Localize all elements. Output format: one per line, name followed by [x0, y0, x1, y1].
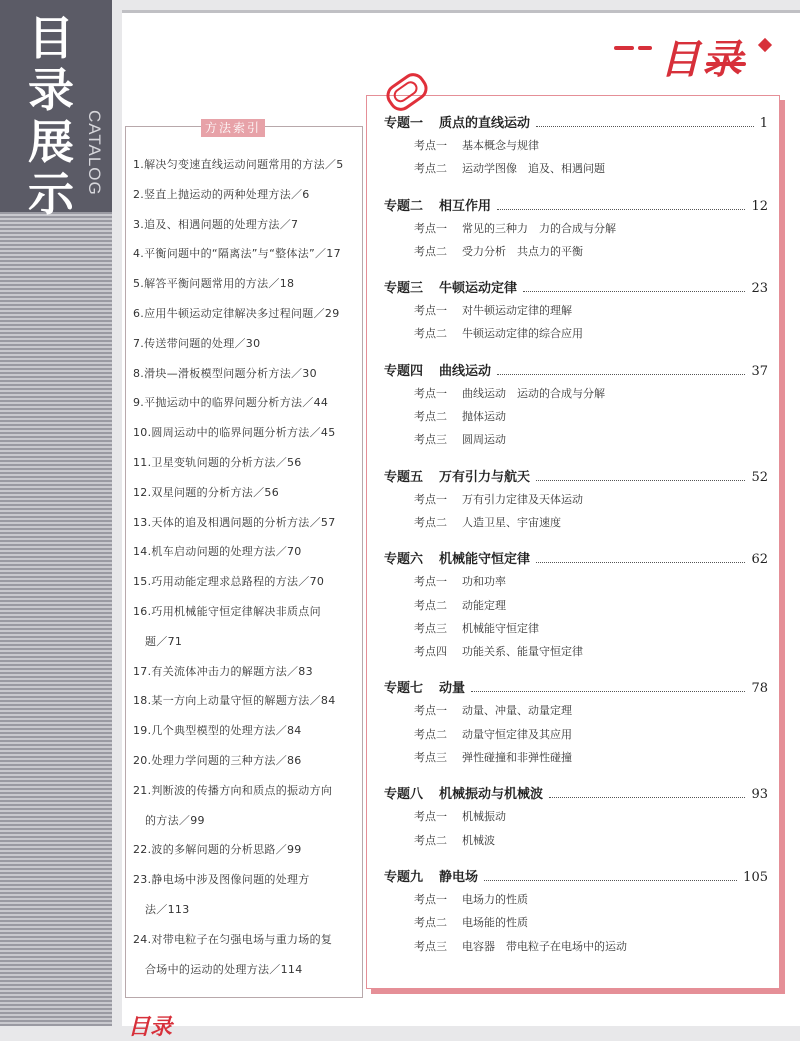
toc-topic-row[interactable]: [384, 783, 768, 803]
toc-keypoint-text: 动量、冲量、动量定理: [462, 704, 572, 718]
toc-keypoint[interactable]: [384, 746, 768, 769]
toc-keypoint[interactable]: [384, 935, 768, 958]
header-decor-dash: [638, 46, 652, 50]
toc-leader-dots: [523, 290, 745, 292]
toc-topic-title: [384, 677, 465, 696]
toc-keypoint[interactable]: [384, 911, 768, 934]
toc-topic-label: 专题七: [384, 681, 424, 697]
toc-topic-name: 静电场: [439, 869, 479, 885]
method-item[interactable]: [133, 329, 359, 359]
toc-topic-title: [384, 783, 543, 802]
method-item-text: 11.卫星变轨问题的分析方法／56: [133, 455, 302, 469]
toc-keypoint[interactable]: [384, 488, 768, 511]
toc-keypoint[interactable]: [384, 322, 768, 345]
toc-topic-group: [384, 677, 768, 769]
toc-keypoint-text: 机械振动: [462, 810, 506, 824]
page-title: 目录: [660, 36, 744, 83]
method-item-text: 9.平抛运动中的临界问题分析方法／44: [133, 396, 329, 410]
method-item-text-cont: 题／71: [145, 634, 183, 648]
method-item-text: 2.竖直上抛运动的两种处理方法／6: [133, 187, 310, 201]
toc-keypoint[interactable]: [384, 405, 768, 428]
method-item-text: 22.波的多解问题的分析思路／99: [133, 843, 302, 857]
toc-topic-group: [384, 360, 768, 452]
toc-topic-group: [384, 783, 768, 852]
method-item-text: 12.双星问题的分析方法／56: [133, 485, 279, 499]
method-item-text-cont: 合场中的运动的处理方法／114: [145, 962, 303, 976]
toc-page-number: 93: [751, 787, 768, 803]
toc-topic-group: [384, 112, 768, 181]
toc-keypoint-label: 考点一: [414, 810, 447, 824]
toc-keypoint-label: 考点三: [414, 433, 447, 447]
toc-leader-dots: [536, 479, 745, 481]
toc-topic-name: 机械能守恒定律: [439, 552, 531, 568]
side-title-char: 目: [28, 11, 74, 65]
method-item[interactable]: [133, 299, 359, 329]
toc-topic-name: 质点的直线运动: [439, 116, 531, 131]
toc-topic-title: [384, 866, 478, 885]
method-item-text: 5.解答平衡问题常用的方法／18: [133, 277, 295, 291]
toc-topic-name: 牛顿运动定律: [439, 281, 518, 297]
method-item[interactable]: [133, 865, 359, 925]
toc-keypoint[interactable]: [384, 570, 768, 593]
header-decor-dash: [614, 46, 634, 50]
method-item-text-cont: 的方法／99: [145, 813, 205, 827]
toc-keypoint-label: 考点二: [414, 598, 447, 612]
method-item[interactable]: [133, 597, 359, 657]
toc-leader-dots: [536, 561, 745, 563]
toc-page-number: 105: [743, 869, 768, 885]
method-item-text: 4.平衡问题中的“隔离法”与“整体法”／17: [133, 247, 341, 261]
toc-topic-label: 专题三: [384, 281, 424, 297]
method-item[interactable]: [133, 776, 359, 836]
toc-topic-group: [384, 866, 768, 958]
method-item[interactable]: [133, 686, 359, 716]
toc-keypoint-text: 人造卫星、宇宙速度: [462, 515, 561, 529]
method-item[interactable]: [133, 150, 359, 180]
toc-page-number: 1: [759, 116, 768, 131]
method-item-text: 18.某一方向上动量守恒的解题方法／84: [133, 694, 336, 708]
method-item-text: 3.追及、相遇问题的处理方法／7: [133, 217, 299, 231]
toc-topic-title: [384, 195, 491, 214]
toc-topic-title: [384, 112, 530, 131]
method-item[interactable]: [133, 716, 359, 746]
method-item[interactable]: [133, 925, 359, 985]
toc-keypoint-label: 考点二: [414, 727, 447, 741]
toc-keypoint-label: 考点一: [414, 221, 447, 235]
method-item-text: 16.巧用机械能守恒定律解决非质点问: [133, 604, 321, 618]
toc-keypoint-label: 考点一: [414, 892, 447, 906]
toc-keypoint[interactable]: [384, 134, 768, 157]
toc-keypoint-label: 考点二: [414, 833, 447, 847]
toc-keypoint[interactable]: [384, 299, 768, 322]
toc-keypoint-text: 机械波: [462, 833, 495, 847]
method-item[interactable]: [133, 835, 359, 865]
toc-keypoint-label: 考点二: [414, 244, 447, 258]
method-item[interactable]: [133, 508, 359, 538]
toc-keypoint-label: 考点二: [414, 410, 447, 424]
toc-keypoint-text: 运动学图像 追及、相遇问题: [462, 162, 605, 176]
toc-keypoint[interactable]: [384, 511, 768, 534]
toc-keypoint-label: 考点二: [414, 162, 447, 176]
toc-topic-label: 专题九: [384, 869, 424, 885]
toc-keypoint-text: 机械能守恒定律: [462, 621, 539, 635]
toc-keypoint-text: 曲线运动 运动的合成与分解: [462, 386, 605, 400]
toc-topic-title: [384, 548, 530, 567]
toc-keypoint-label: 考点二: [414, 327, 447, 341]
toc-keypoint-label: 考点二: [414, 515, 447, 529]
toc-topic-row[interactable]: [384, 677, 768, 697]
method-index-list: [133, 150, 359, 984]
toc-topic-title: [384, 360, 491, 379]
toc-keypoint[interactable]: [384, 382, 768, 405]
toc-page-number: 23: [751, 281, 768, 297]
method-item[interactable]: [133, 388, 359, 418]
method-item[interactable]: [133, 537, 359, 567]
toc-keypoint-text: 对牛顿运动定律的理解: [462, 304, 572, 318]
toc-keypoint-text: 万有引力定律及天体运动: [462, 492, 583, 506]
toc-keypoint-label: 考点一: [414, 386, 447, 400]
toc-topic-group: [384, 548, 768, 663]
toc-topic-group: [384, 466, 768, 535]
method-item[interactable]: [133, 359, 359, 389]
toc-topic-group: [384, 277, 768, 346]
method-item-text: 20.处理力学问题的三种方法／86: [133, 753, 302, 767]
toc-leader-dots: [549, 796, 745, 798]
toc-topic-row[interactable]: [384, 466, 768, 486]
method-item[interactable]: [133, 210, 359, 240]
toc-keypoint-text: 牛顿运动定律的综合应用: [462, 327, 583, 341]
toc-keypoint[interactable]: [384, 428, 768, 451]
toc-topic-row[interactable]: [384, 548, 768, 568]
method-item[interactable]: [133, 180, 359, 210]
toc-keypoint[interactable]: [384, 723, 768, 746]
toc-topic-row[interactable]: [384, 195, 768, 215]
method-item-text: 14.机车启动问题的处理方法／70: [133, 545, 302, 559]
toc-keypoint-label: 考点一: [414, 304, 447, 318]
toc-keypoint-text: 动量守恒定律及其应用: [462, 727, 572, 741]
toc-keypoint-label: 考点一: [414, 139, 447, 152]
method-item-text: 1.解决匀变速直线运动问题常用的方法／5: [133, 158, 344, 171]
toc-keypoint-label: 考点三: [414, 751, 447, 765]
toc-keypoint-label: 考点一: [414, 575, 447, 589]
method-item-text: 13.天体的追及相遇问题的分析方法／57: [133, 515, 336, 529]
method-item[interactable]: [133, 269, 359, 299]
toc-keypoint[interactable]: [384, 699, 768, 722]
method-item-text: 23.静电场中涉及图像问题的处理方: [133, 873, 310, 887]
method-item[interactable]: [133, 567, 359, 597]
toc-keypoint-text: 功和功率: [462, 575, 506, 589]
toc-topic-row[interactable]: [384, 866, 768, 886]
toc-keypoint[interactable]: [384, 157, 768, 180]
toc-topic-label: 专题四: [384, 363, 424, 379]
toc-keypoint-text: 动能定理: [462, 598, 506, 612]
side-title-text: [28, 12, 78, 220]
side-title-char: 示: [28, 167, 74, 221]
toc-topic-title: [384, 466, 530, 485]
method-item-text: 19.几个典型模型的处理方法／84: [133, 724, 302, 738]
toc-topic-row[interactable]: [384, 360, 768, 380]
toc-keypoint-label: 考点三: [414, 621, 447, 635]
toc-topic-row[interactable]: [384, 112, 768, 132]
toc-keypoint-label: 考点四: [414, 645, 447, 659]
toc-keypoint[interactable]: [384, 829, 768, 852]
toc-topic-name: 相互作用: [439, 198, 492, 214]
toc-keypoint-label: 考点二: [414, 916, 447, 930]
toc-topic-title: [384, 277, 517, 296]
method-item[interactable]: [133, 418, 359, 448]
toc-topic-label: 专题六: [384, 552, 424, 568]
toc-keypoint-label: 考点一: [414, 704, 447, 718]
method-item-text: 7.传送带问题的处理／30: [133, 336, 261, 350]
toc-leader-dots: [497, 208, 745, 210]
toc-keypoint-label: 考点一: [414, 492, 447, 506]
toc-topic-row[interactable]: [384, 277, 768, 297]
catalog-label: CATALOG: [85, 110, 104, 196]
toc-keypoint-text: 抛体运动: [462, 410, 506, 424]
toc-keypoint[interactable]: [384, 805, 768, 828]
toc-topic-name: 万有引力与航天: [439, 469, 531, 485]
method-item-text: 24.对带电粒子在匀强电场与重力场的复: [133, 932, 333, 946]
toc-topic-name: 机械振动与机械波: [439, 787, 544, 803]
method-index-tab: 方法索引: [201, 119, 265, 137]
side-title-char: 展: [28, 115, 74, 169]
toc-keypoint[interactable]: [384, 240, 768, 263]
method-item[interactable]: [133, 657, 359, 687]
toc-keypoint-text: 常见的三种力 力的合成与分解: [462, 221, 616, 235]
toc-leader-dots: [484, 879, 737, 881]
toc-keypoint-text: 圆周运动: [462, 433, 506, 447]
toc-keypoint-text: 电场能的性质: [462, 916, 528, 930]
toc-page-number: 12: [751, 198, 768, 214]
toc-keypoint[interactable]: [384, 594, 768, 617]
side-title-char: 录: [28, 63, 74, 117]
method-item[interactable]: [133, 746, 359, 776]
toc-topic-name: 动量: [439, 681, 466, 697]
table-of-contents: [384, 112, 768, 972]
toc-page-number: 78: [751, 681, 768, 697]
toc-topic-label: 专题一: [384, 116, 424, 131]
toc-keypoint[interactable]: [384, 888, 768, 911]
toc-leader-dots: [497, 373, 745, 375]
method-item-text: 17.有关流体冲击力的解题方法／83: [133, 664, 313, 678]
top-rule: [122, 10, 800, 13]
method-item-text: 6.应用牛顿运动定律解决多过程问题／29: [133, 306, 340, 320]
toc-keypoint-text: 功能关系、能量守恒定律: [462, 645, 583, 659]
method-item-text: 21.判断波的传播方向和质点的振动方向: [133, 783, 333, 797]
toc-topic-label: 专题二: [384, 198, 424, 214]
toc-keypoint[interactable]: [384, 617, 768, 640]
method-item-text: 10.圆周运动中的临界问题分析方法／45: [133, 426, 336, 440]
toc-page-number: 62: [751, 552, 768, 568]
toc-page-number: 37: [751, 363, 768, 379]
toc-topic-label: 专题五: [384, 469, 424, 485]
toc-keypoint[interactable]: [384, 640, 768, 663]
next-page-title-peek: 目录: [128, 1014, 173, 1040]
toc-keypoint-text: 基本概念与规律: [462, 139, 539, 152]
toc-leader-dots: [471, 690, 745, 692]
method-item[interactable]: [133, 239, 359, 269]
toc-keypoint-text: 弹性碰撞和非弹性碰撞: [462, 751, 572, 765]
toc-keypoint-text: 受力分析 共点力的平衡: [462, 244, 583, 258]
method-item-text: 15.巧用动能定理求总路程的方法／70: [133, 575, 325, 589]
method-item[interactable]: [133, 478, 359, 508]
toc-topic-name: 曲线运动: [439, 363, 492, 379]
toc-keypoint-text: 电容器 带电粒子在电场中的运动: [462, 939, 627, 953]
method-item-text: 8.滑块—滑板模型问题分析方法／30: [133, 366, 317, 380]
method-item-text-cont: 法／113: [145, 902, 190, 916]
toc-topic-group: [384, 195, 768, 264]
toc-keypoint[interactable]: [384, 217, 768, 240]
toc-page-number: 52: [751, 469, 768, 485]
toc-leader-dots: [536, 125, 754, 127]
toc-keypoint-label: 考点三: [414, 939, 447, 953]
side-title-block: [0, 0, 112, 221]
method-item[interactable]: [133, 448, 359, 478]
toc-keypoint-text: 电场力的性质: [462, 892, 528, 906]
toc-topic-label: 专题八: [384, 787, 424, 803]
